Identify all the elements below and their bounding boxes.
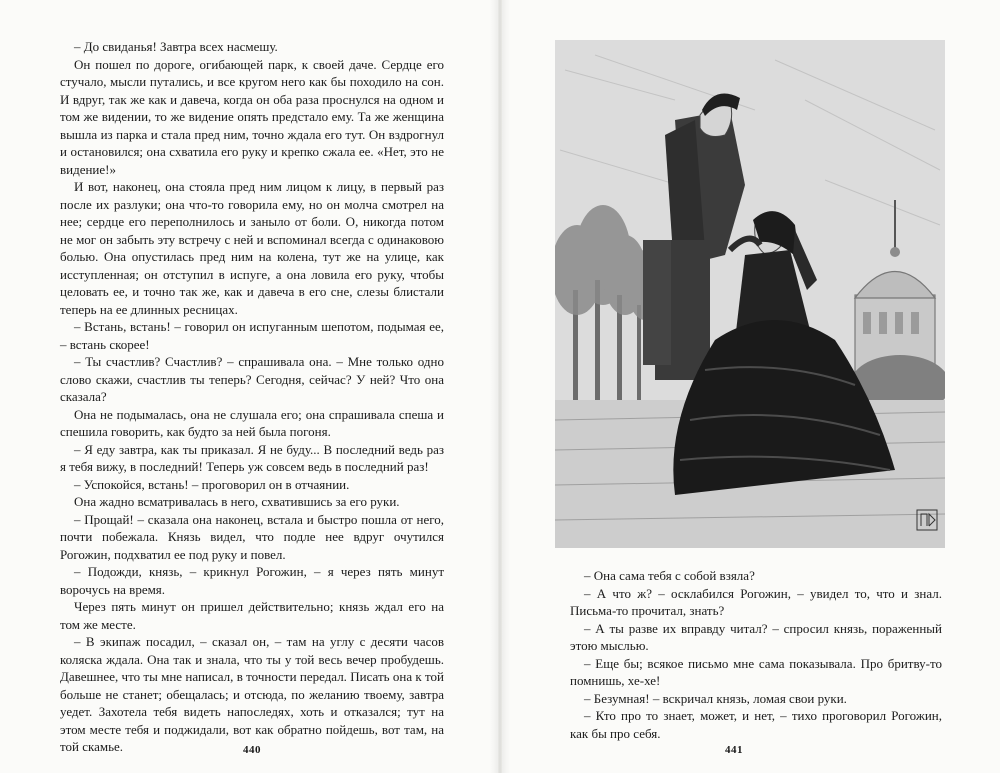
- page-number-left: 440: [243, 744, 261, 756]
- left-page: [0, 0, 498, 773]
- page-number-right: 441: [725, 744, 743, 756]
- paragraph: – Успокойся, встань! – проговорил он в отчаянии.: [74, 476, 350, 492]
- illustration-drawing: [555, 40, 945, 548]
- paragraph: И вот, наконец, она стояла пред ним лицом к лицу, в первый раз после их разлуки; она что-то говорила ему, но он молча смотрел на нее; сердце его переполнилось и заныло от боли. О, никогда потом не мог он забыть эту встречу с ней и вспоминал всегда с одинаковою болью. Она опустилась пред ним на колена, тут же на улице, как исступленная; он отступил в испуге, а она ловила его руку, чтобы целовать ее, и точно так же, как и давеча в его сне, слезы блистали теперь на ее длинных ресницах.: [60, 179, 444, 317]
- paragraph: – А ты разве их вправду читал? – спросил князь, пораженный этою мыслью.: [570, 620, 942, 653]
- book-gutter: [490, 0, 510, 773]
- paragraph: – Я еду завтра, как ты приказал. Я не буду... В последний ведь раз я тебя вижу, в последний! Теперь уж совсем ведь в последний раз!: [60, 441, 444, 474]
- right-page: [502, 0, 1000, 773]
- paragraph: – Кто про то знает, может, и нет, – тихо проговорил Рогожин, как бы про себя.: [570, 708, 942, 741]
- paragraph: Он пошел по дороге, огибающей парк, к своей даче. Сердце его стучало, мысли путались, и все кругом него как бы походило на сон. И вдруг, так же как и давеча, когда он оба раза проснулся на одном и том же видении, то же видение опять предстало ему. Та же женщина вышла из парка и стала пред ним, точно ждала его тут. Он вздрогнул и остановился; она схватила его руку и крепко сжала ее. «Нет, это не видение!»: [60, 56, 444, 177]
- paragraph: – Прощай! – сказала она наконец, встала и быстро пошла от него, почти побежала. Князь видел, что подле нее вдруг очутился Рогожин, подхватил ее под руку и повел.: [60, 511, 444, 562]
- paragraph: – Она сама тебя с собой взяла?: [584, 568, 755, 583]
- paragraph: – Ты счастлив? Счастлив? – спрашивала она. – Мне только одно слово скажи, счастлив ты теперь? Сегодня, сейчас? У ней? Что она сказала?: [60, 354, 444, 404]
- paragraph: Она не подымалась, она не слушала его; она спрашивала спеша и спешила говорить, как будто за ней была погоня.: [60, 406, 444, 439]
- paragraph: – В экипаж посадил, – сказал он, – там на углу с десяти часов коляска ждала. Она так и знала, что ты у той весь вечер пробудешь. Давешнее, что ты мне написал, в точности передал. Писать она к той больше не станет; обещалась; и отсюда, по желанию твоему, завтра уедет. Захотела тебя видеть напоследях, хоть и отказался; тут на этом месте тебя и поджидали, вот как обратно пойдешь, вот там, на той скамье.: [60, 634, 444, 754]
- paragraph: Через пять минут он пришел действительно; князь ждал его на том же месте.: [60, 599, 444, 632]
- paragraph: – Еще бы; всякое письмо мне сама показывала. Про бритву-то помнишь, хе-хе!: [570, 655, 942, 688]
- paragraph: – До свиданья! Завтра всех насмешу.: [74, 39, 278, 54]
- paragraph: – Встань, встань! – говорил он испуганным шепотом, подымая ее, – встань скорее!: [60, 319, 444, 352]
- paragraph: Она жадно всматривалась в него, схватившись за его руки.: [74, 494, 400, 509]
- right-page-text: [570, 567, 942, 742]
- paragraph: – Подожди, князь, – крикнул Рогожин, – я через пять минут ворочусь на время.: [60, 564, 444, 597]
- left-page-text: [60, 38, 444, 756]
- paragraph: – Безумная! – вскричал князь, ломая свои руки.: [584, 690, 847, 706]
- illustration: [555, 40, 945, 548]
- paragraph: – А что ж? – осклабился Рогожин, – увидел то, что и знал. Письма-то прочитал, знать?: [570, 585, 942, 618]
